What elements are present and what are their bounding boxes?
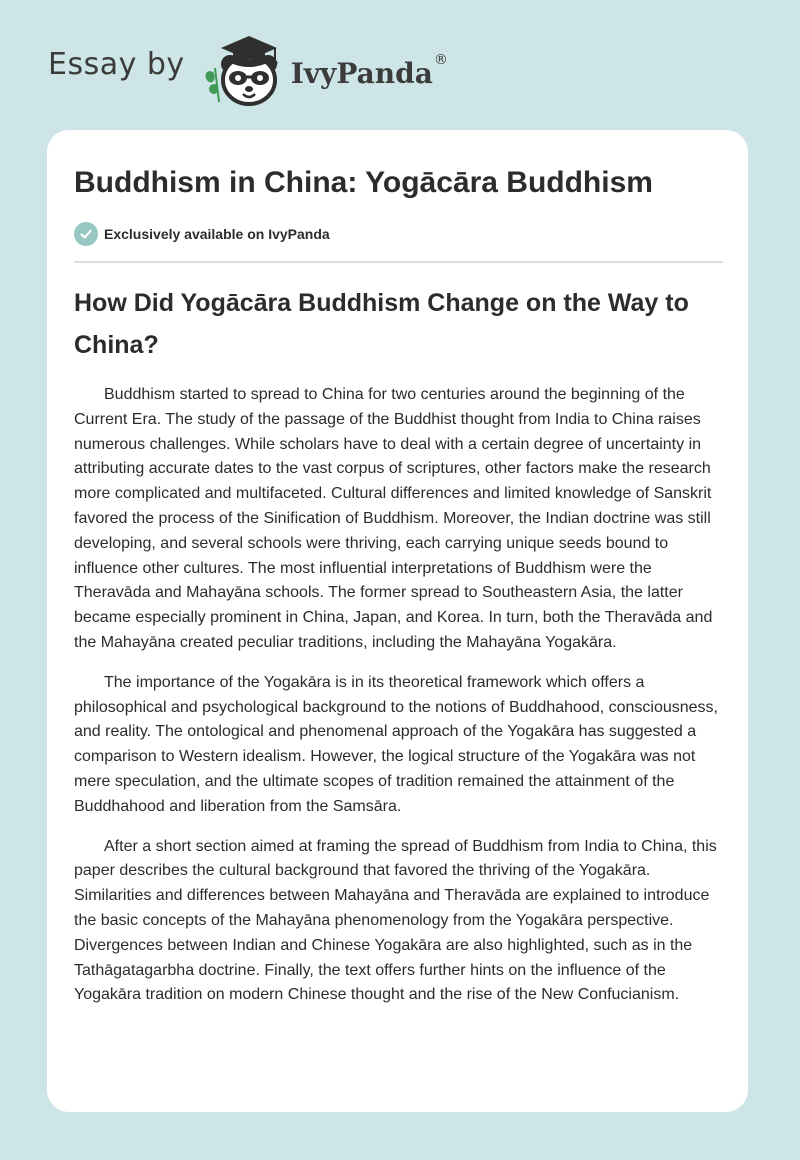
panda-graduation-cap-icon [199, 28, 295, 108]
site-header-logo[interactable] [48, 30, 448, 110]
exclusive-badge-label: Exclusively available on IvyPanda [104, 226, 330, 242]
registered-mark: ® [433, 52, 448, 68]
essay-title: Buddhism in China: Yogācāra Buddhism [74, 166, 653, 199]
paragraph: After a short section aimed at framing the spread of Buddhism from India to China, this paper describes the cultural background that favored the thriving of the Yogakāra. Similarities and differences between Mahayāna and Theravāda are explained to introduce the basic concepts of the Mahayāna phenomenology from the Yogakāra perspective. Divergences between Indian and Chinese Yogakāra are also highlighted, such as in the Tathāgatagarbha doctrine. Finally, the text offers further hints on the influence of the Yogakāra tradition on modern Chinese thought and the rise of the New Confucianism. [74, 837, 717, 1004]
check-circle-icon [74, 222, 98, 246]
paragraph: The importance of the Yogakāra is in its theoretical framework which offers a philosophical and psychological background to the notions of Buddhahood, consciousness, and reality. The ontological and phenomenal approach of the Yogakāra has suggested a comparison to Western idealism. However, the logical structure of the Yogakāra was not mere speculation, and the ultimate scopes of tradition remained the attainment of the Buddhahood and liberation from the Samsāra. [74, 673, 718, 815]
essay-body [74, 383, 724, 1023]
brand-name: IvyPanda [290, 56, 433, 90]
paragraph: Buddhism started to spread to China for two centuries around the beginning of the Current Era. The study of the passage of the Buddhist thought from India to China raises numerous challenges. While scholars have to deal with a certain degree of uncertainty in attributing accurate dates to the vast corpus of scriptures, other factors make the research more complicated and multifaceted. Cultural differences and limited knowledge of Sanskrit favored the process of the Sinification of Buddhism. Moreover, the Indian doctrine was still developing, and several schools were thriving, each carrying unique seeds bound to influence other cultures. The most influential interpretations of Buddhism were the Theravāda and Mahayāna schools. The former spread to Southeastern Asia, the latter became especially prominent in China, Japan, and Korea. In turn, both the Theravāda and the Mahayāna created peculiar traditions, including the Mahayāna Yogakāra. [74, 386, 713, 651]
divider [74, 261, 723, 263]
section-heading: How Did Yogācāra Buddhism Change on the Way to China? [74, 289, 689, 359]
essay-card [47, 130, 748, 1112]
brand-prefix: Essay by [48, 46, 185, 82]
exclusive-badge [74, 222, 330, 246]
